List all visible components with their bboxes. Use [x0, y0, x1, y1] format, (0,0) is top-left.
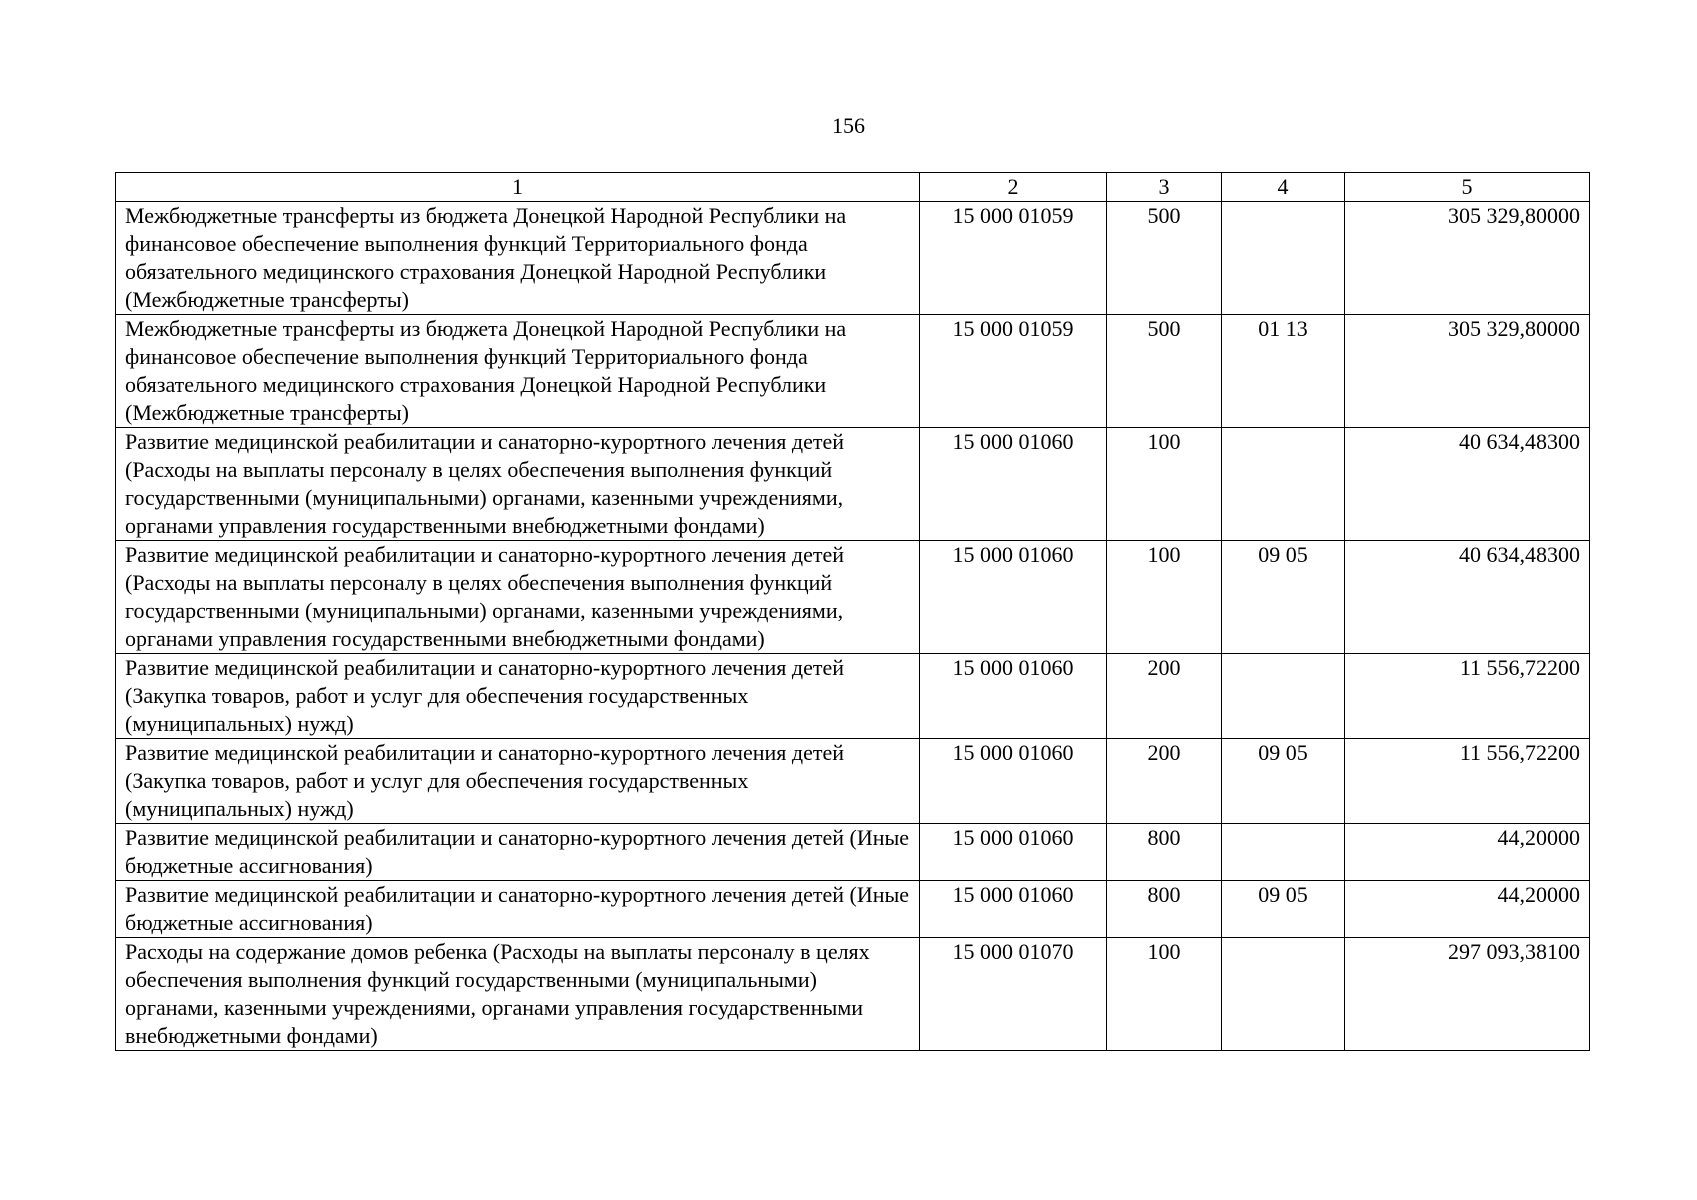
column-header-3: 3: [1107, 173, 1222, 202]
section-code: [1222, 428, 1345, 541]
expense-type: 100: [1107, 541, 1222, 654]
program-code: 15 000 01060: [920, 428, 1107, 541]
header-row: [116, 173, 1590, 202]
expense-type: 200: [1107, 739, 1222, 824]
section-code: 09 05: [1222, 541, 1345, 654]
section-code: [1222, 654, 1345, 739]
expense-name: Расходы на содержание домов ребенка (Расходы на выплаты персоналу в целях обеспечения выполнения функций государственными (муниципальными) органами, казенными учреждениями, органами управления государственными внебюджетными фондами): [116, 938, 920, 1051]
expense-name: Развитие медицинской реабилитации и санаторно-курортного лечения детей (Иные бюджетные ассигнования): [116, 881, 920, 938]
expense-type: 100: [1107, 938, 1222, 1051]
amount: 11 556,72200: [1345, 654, 1590, 739]
amount: 44,20000: [1345, 881, 1590, 938]
program-code: 15 000 01060: [920, 824, 1107, 881]
expense-name: Развитие медицинской реабилитации и санаторно-курортного лечения детей (Расходы на выплаты персоналу в целях обеспечения выполнения функций государственными (муниципальными) органами, казенными учреждениями, органами управления государственными внебюджетными фондами): [116, 541, 920, 654]
amount: 297 093,38100: [1345, 938, 1590, 1051]
section-code: 01 13: [1222, 315, 1345, 428]
expense-name: Межбюджетные трансферты из бюджета Донецкой Народной Республики на финансовое обеспечение выполнения функций Территориального фонда обязательного медицинского страхования Донецкой Народной Республики (Межбюджетные трансферты): [116, 202, 920, 315]
amount: 44,20000: [1345, 824, 1590, 881]
program-code: 15 000 01060: [920, 739, 1107, 824]
table-row: [116, 824, 1590, 881]
table-row: [116, 541, 1590, 654]
program-code: 15 000 01059: [920, 315, 1107, 428]
expense-type: 800: [1107, 824, 1222, 881]
table-row: [116, 202, 1590, 315]
amount: 40 634,48300: [1345, 541, 1590, 654]
section-code: 09 05: [1222, 739, 1345, 824]
table-row: [116, 881, 1590, 938]
section-code: [1222, 824, 1345, 881]
expense-type: 800: [1107, 881, 1222, 938]
section-code: [1222, 202, 1345, 315]
table-row: [116, 428, 1590, 541]
program-code: 15 000 01060: [920, 881, 1107, 938]
budget-table: [115, 172, 1590, 1051]
section-code: 09 05: [1222, 881, 1345, 938]
expense-type: 500: [1107, 315, 1222, 428]
expense-type: 200: [1107, 654, 1222, 739]
section-code: [1222, 938, 1345, 1051]
table-body: [116, 202, 1590, 1051]
column-header-2: 2: [920, 173, 1107, 202]
table-row: [116, 315, 1590, 428]
program-code: 15 000 01070: [920, 938, 1107, 1051]
table-header: [116, 173, 1590, 202]
table-row: [116, 654, 1590, 739]
expense-type: 500: [1107, 202, 1222, 315]
column-header-4: 4: [1222, 173, 1345, 202]
column-header-1: 1: [116, 173, 920, 202]
page-number: 156: [832, 113, 865, 138]
program-code: 15 000 01060: [920, 541, 1107, 654]
expense-name: Развитие медицинской реабилитации и санаторно-курортного лечения детей (Закупка товаров, работ и услуг для обеспечения государственных (муниципальных) нужд): [116, 654, 920, 739]
column-header-5: 5: [1345, 173, 1590, 202]
program-code: 15 000 01059: [920, 202, 1107, 315]
expense-type: 100: [1107, 428, 1222, 541]
amount: 11 556,72200: [1345, 739, 1590, 824]
table-row: [116, 739, 1590, 824]
amount: 40 634,48300: [1345, 428, 1590, 541]
expense-name: Развитие медицинской реабилитации и санаторно-курортного лечения детей (Закупка товаров, работ и услуг для обеспечения государственных (муниципальных) нужд): [116, 739, 920, 824]
expense-name: Развитие медицинской реабилитации и санаторно-курортного лечения детей (Расходы на выплаты персоналу в целях обеспечения выполнения функций государственными (муниципальными) органами, казенными учреждениями, органами управления государственными внебюджетными фондами): [116, 428, 920, 541]
expense-name: Межбюджетные трансферты из бюджета Донецкой Народной Республики на финансовое обеспечение выполнения функций Территориального фонда обязательного медицинского страхования Донецкой Народной Республики (Межбюджетные трансферты): [116, 315, 920, 428]
table-row: [116, 938, 1590, 1051]
amount: 305 329,80000: [1345, 202, 1590, 315]
program-code: 15 000 01060: [920, 654, 1107, 739]
amount: 305 329,80000: [1345, 315, 1590, 428]
expense-name: Развитие медицинской реабилитации и санаторно-курортного лечения детей (Иные бюджетные ассигнования): [116, 824, 920, 881]
